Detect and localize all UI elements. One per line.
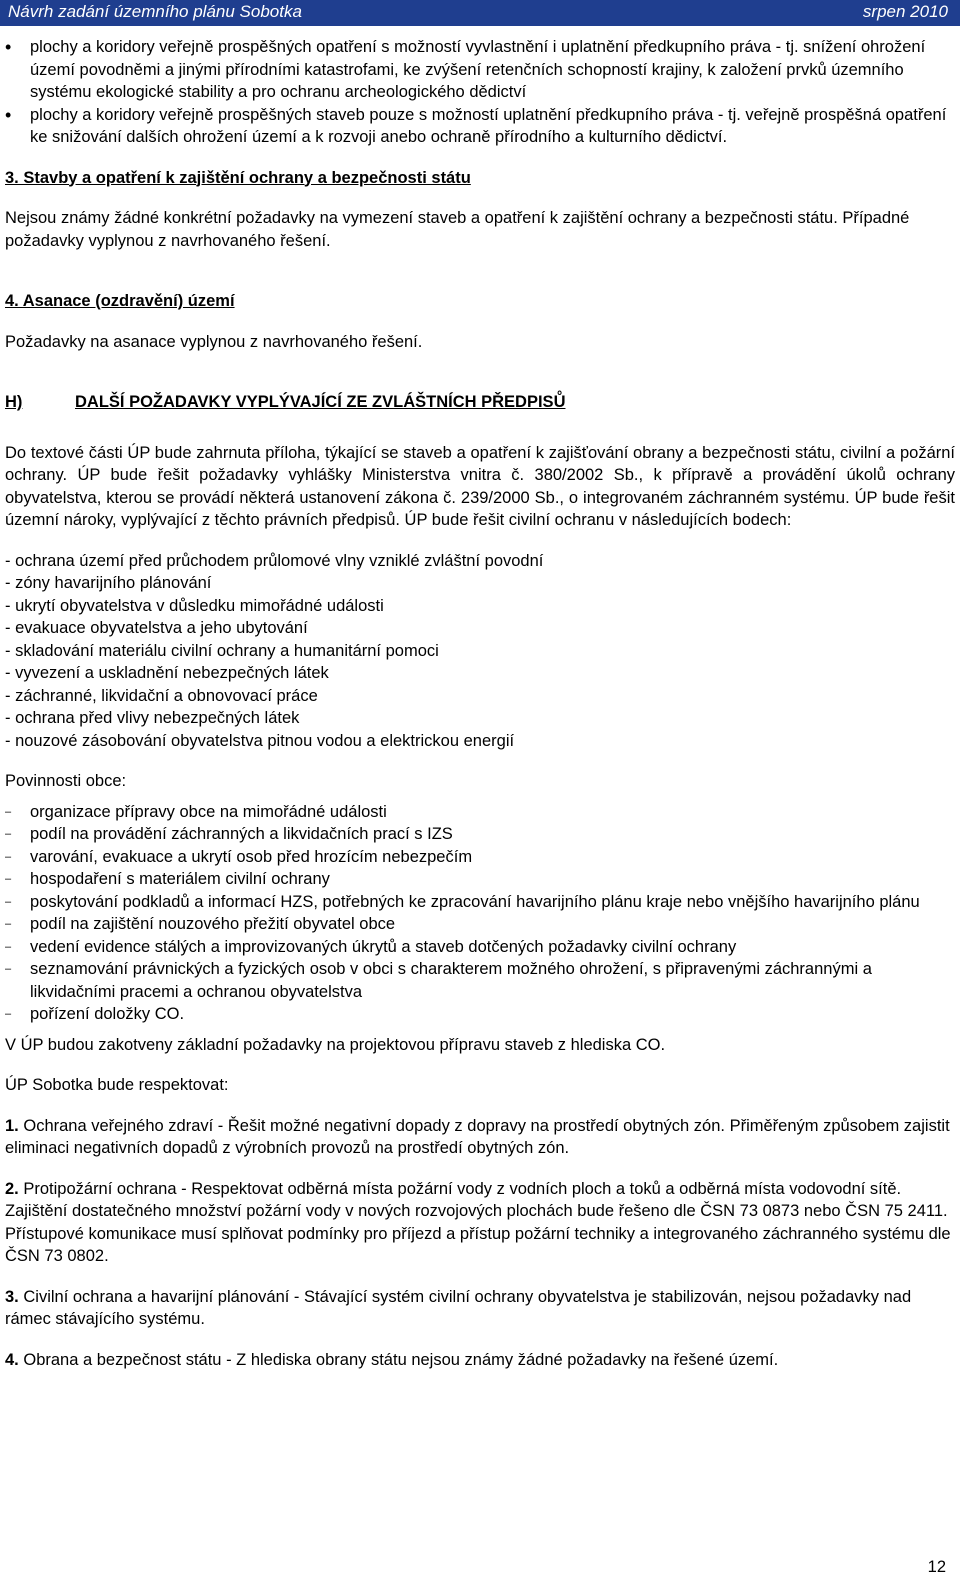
- page-number: 12: [927, 1558, 946, 1576]
- section-h-title: DALŠÍ POŽADAVKY VYPLÝVAJÍCÍ ZE ZVLÁŠTNÍCH PŘEDPISŮ: [75, 393, 566, 411]
- document-body: [5, 36, 955, 1371]
- obligation-item: – seznamování právnických a fyzických osob v obci s charakterem možného ohrožení, s připravenými záchrannými a likvidačními pracemi a ochranou obyvatelstva: [5, 958, 955, 1003]
- co-sentence: V ÚP budou zakotveny základní požadavky na projektovou přípravu staveb z hlediska CO.: [5, 1035, 666, 1054]
- page-header: [0, 0, 960, 26]
- point-1: [5, 1115, 955, 1160]
- list-item: - evakuace obyvatelstva a jeho ubytování: [5, 619, 308, 637]
- section-h-text: Do textové části ÚP bude zahrnuta příloha, týkající se staveb a opatření k zajišťování obrany a bezpečnosti státu, civilní a požární ochrany. ÚP bude řešit požadavky vyhlášky Ministerstva vnitra č. 380/2002 Sb., k přípravě a provádění úkolů ochrany obyvatelstva, kterou se provádí některá ustanovení zákona č. 239/2000 Sb., o integrovaném záchranném systému. ÚP bude řešit územní nároky, vyplývající z těchto právních předpisů. ÚP bude řešit civilní ochranu v následujících bodech:: [5, 443, 955, 529]
- civil-protection-list: [5, 550, 955, 753]
- respect-label: ÚP Sobotka bude respektovat:: [5, 1076, 229, 1094]
- header-date: srpen 2010: [862, 2, 948, 21]
- point-number: 3.: [5, 1287, 19, 1306]
- obligation-item: – organizace přípravy obce na mimořádné události: [5, 801, 955, 824]
- list-item: - ukrytí obyvatelstva v důsledku mimořádné události: [5, 596, 384, 615]
- point-number: 4.: [5, 1350, 19, 1369]
- point-4: [5, 1349, 955, 1372]
- list-item: - záchranné, likvidační a obnovovací práce: [5, 686, 318, 705]
- obligation-item: – poskytování podkladů a informací HZS, potřebných ke zpracování havarijního plánu kraje nebo vnějšího havarijního plánu: [5, 891, 955, 914]
- list-item: - ochrana území před průchodem průlomové vlny vzniklé zvláštní povodní: [5, 551, 544, 570]
- obligation-item: – hospodaření s materiálem civilní ochrany: [5, 868, 955, 891]
- obligations-label: Povinnosti obce:: [5, 772, 127, 790]
- obligation-item: – varování, evakuace a ukrytí osob před hrozícím nebezpečím: [5, 846, 955, 869]
- section-h-letter: H): [5, 393, 23, 411]
- point-2: [5, 1178, 955, 1223]
- list-item: - nouzové zásobování obyvatelstva pitnou vodou a elektrickou energií: [5, 731, 515, 750]
- point-text: Obrana a bezpečnost státu - Z hlediska obrany státu nejsou známy žádné požadavky na řešené území.: [23, 1350, 779, 1369]
- point-2-continuation: Přístupové komunikace musí splňovat podmínky pro příjezd a přístup požární techniky a integrovaného záchranného systému dle ČSN 73 0802.: [5, 1224, 951, 1265]
- bullet-item: • plochy a koridory veřejně prospěšných staveb pouze s možností uplatnění předkupního práva - tj. veřejně prospěšná opatření ke snižování dalších ohrožení území a k rozvoji anebo ochraně přírodního a kulturního dědictví.: [5, 104, 955, 149]
- list-item: - ochrana před vlivy nebezpečných látek: [5, 709, 300, 727]
- section-3-text: Nejsou známy žádné konkrétní požadavky na vymezení staveb a opatření k zajištění ochrany a bezpečnosti státu. Případné požadavky vyplynou z navrhovaného řešení.: [5, 209, 910, 250]
- header-title: Návrh zadání územního plánu Sobotka: [8, 2, 302, 21]
- point-text: Civilní ochrana a havarijní plánování - Stávající systém civilní ochrany obyvatelstva je stabilizován, nejsou požadavky nad rámec stávajícího systému.: [5, 1287, 912, 1328]
- obligation-item: – podíl na zajištění nouzového přežití obyvatel obce: [5, 913, 955, 936]
- point-text: Protipožární ochrana - Respektovat odběrná místa požární vody z vodních ploch a toků a odběrná místa vodovodní sítě. Zajištění dostatečného množství požární vody v nových rozvojových plochách bude řešeno dle ČSN 73 0873 nebo ČSN 75 2411.: [5, 1179, 948, 1220]
- section-h-heading: [5, 391, 955, 414]
- point-number: 1.: [5, 1116, 19, 1135]
- section-4-text: Požadavky na asanace vyplynou z navrhovaného řešení.: [5, 332, 423, 351]
- section-4-heading: 4. Asanace (ozdravění) území: [5, 292, 235, 310]
- point-number: 2.: [5, 1179, 19, 1198]
- point-text: Ochrana veřejného zdraví - Řešit možné negativní dopady z dopravy na prostředí obytných zón. Přiměřeným způsobem zajistit eliminaci negativních dopadů z výrobních provozů na prostředí obytných zón.: [5, 1116, 950, 1157]
- obligation-item: – pořízení doložky CO.: [5, 1003, 955, 1026]
- bullet-item: • plochy a koridory veřejně prospěšných opatření s možností vyvlastnění i uplatnění předkupního práva - tj. snížení ohrožení území povodněmi a jinými přírodními katastrofami, ke zvýšení retenčních schopností krajiny, k založení prvků územního systému ekologické stability a pro ochranu archeologického dědictví: [5, 36, 955, 104]
- section-3-heading: 3. Stavby a opatření k zajištění ochrany a bezpečnosti státu: [5, 168, 471, 187]
- list-item: - vyvezení a uskladnění nebezpečných látek: [5, 664, 329, 682]
- list-item: - zóny havarijního plánování: [5, 574, 212, 592]
- obligation-item: – vedení evidence stálých a improvizovaných úkrytů a staveb dotčených požadavky civilní ochrany: [5, 936, 955, 959]
- obligations-list: [5, 801, 955, 1026]
- point-3: [5, 1286, 955, 1331]
- list-item: - skladování materiálu civilní ochrany a humanitární pomoci: [5, 641, 439, 660]
- obligation-item: – podíl na provádění záchranných a likvidačních prací s IZS: [5, 823, 955, 846]
